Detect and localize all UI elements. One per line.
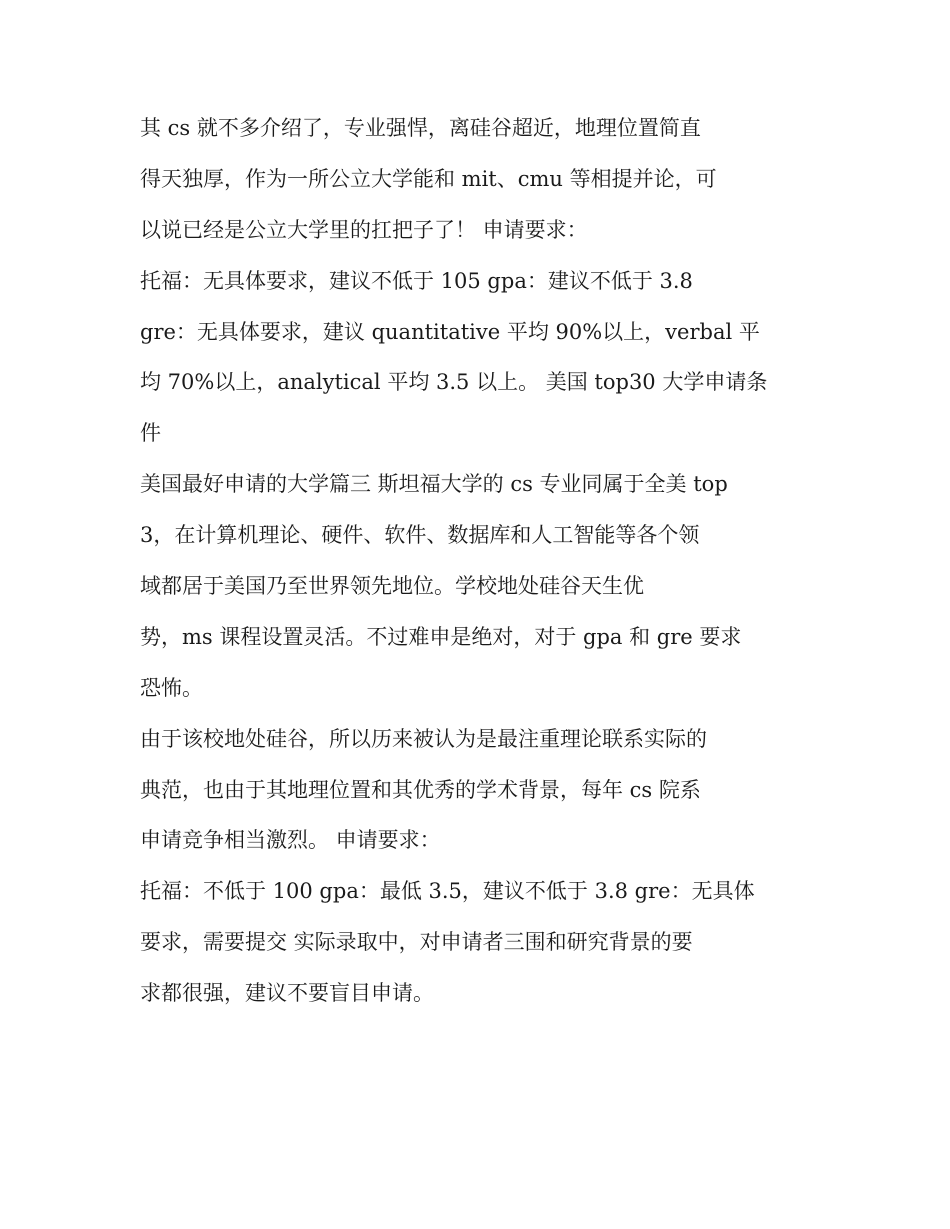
text-line: 托福：无具体要求，建议不低于 105 gpa：建议不低于 3.8 <box>140 268 693 293</box>
text-line: 均 70%以上，analytical 平均 3.5 以上。 美国 top30 大学申请条 <box>140 370 768 395</box>
text-line: 得天独厚，作为一所公立大学能和 mit、cmu 等相提并论，可 <box>140 166 717 191</box>
text-line: 件 <box>140 421 161 446</box>
text-line: 其 cs 就不多介绍了，专业强悍，离硅谷超近，地理位置简直 <box>140 116 701 140</box>
text-line: 恐怖。 <box>140 675 203 700</box>
text-line: 以说已经是公立大学里的扛把子了！ 申请要求： <box>140 217 588 242</box>
text-line: 由于该校地处硅谷，所以历来被认为是最注重理论联系实际的 <box>140 726 707 751</box>
text-line: 托福：不低于 100 gpa：最低 3.5，建议不低于 3.8 gre：无具体 <box>140 879 755 904</box>
text-line: 3，在计算机理论、硬件、软件、数据库和人工智能等各个领 <box>140 523 700 548</box>
text-line: 势，ms 课程设置灵活。不过难申是绝对，对于 gpa 和 gre 要求 <box>140 624 742 649</box>
text-line: 典范，也由于其地理位置和其优秀的学术背景，每年 cs 院系 <box>140 777 701 802</box>
text-line: 要求，需要提交 实际录取中，对申请者三围和研究背景的要 <box>140 930 693 955</box>
document-body <box>140 103 820 1019</box>
text-line: 美国最好申请的大学篇三 斯坦福大学的 cs 专业同属于全美 top <box>140 472 728 497</box>
text-line: 申请竞争相当激烈。 申请要求： <box>140 828 441 853</box>
text-line: 域都居于美国乃至世界领先地位。学校地处硅谷天生优 <box>140 574 644 599</box>
text-line: gre：无具体要求，建议 quantitative 平均 90%以上，verbal 平 <box>140 319 760 344</box>
text-line: 求都很强，建议不要盲目申请。 <box>140 981 434 1006</box>
